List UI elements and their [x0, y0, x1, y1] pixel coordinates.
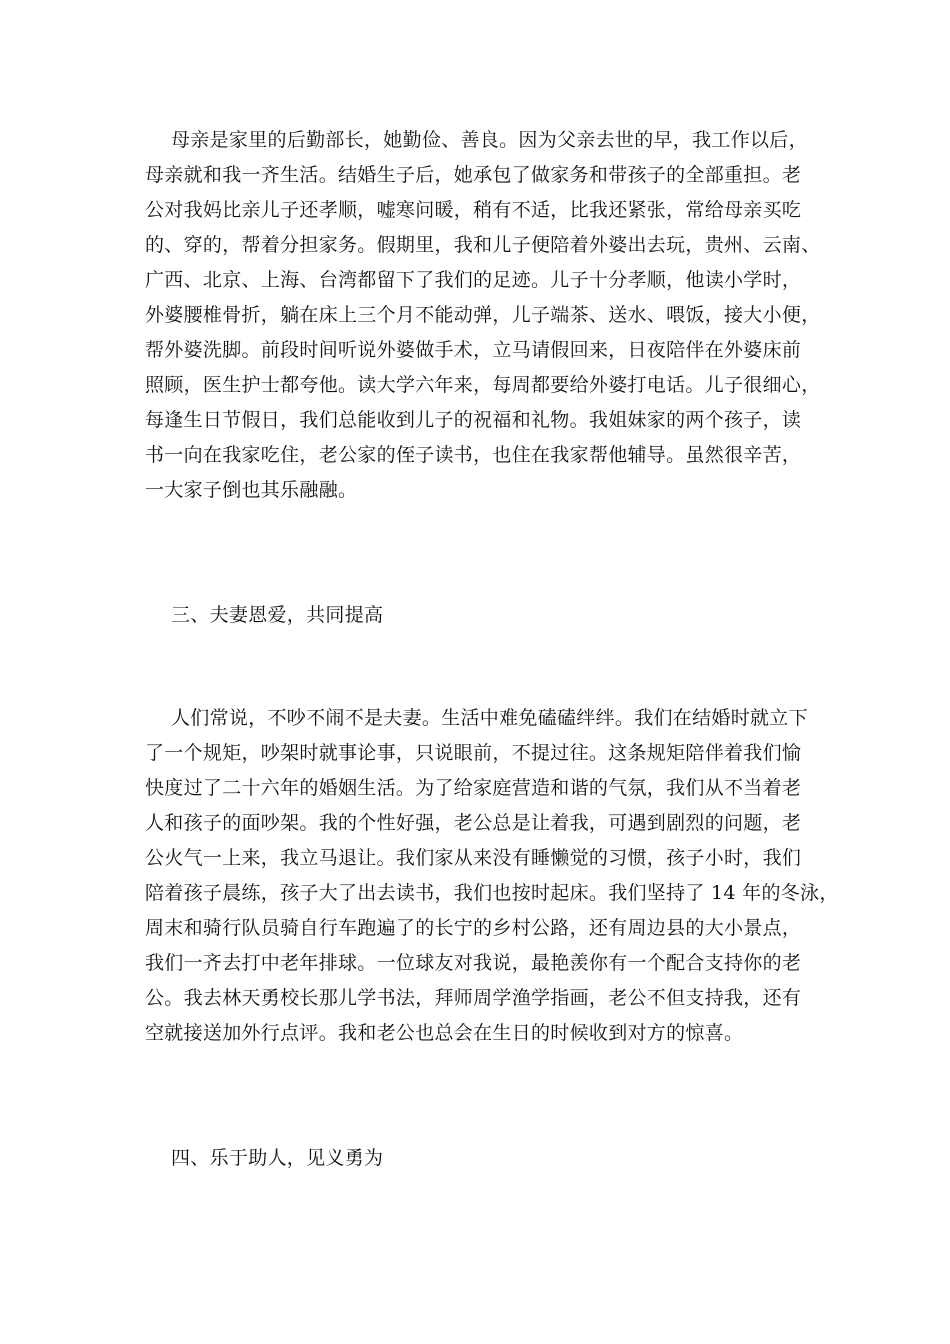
- paragraph2-line-7: 周末和骑行队员骑自行车跑遍了的长宁的乡村公路，还有周边县的大小景点，: [145, 917, 802, 939]
- paragraph1-line-3: 公对我妈比亲儿子还孝顺，嘘寒问暖，稍有不适，比我还紧张，常给母亲买吃: [145, 199, 802, 221]
- paragraph2-line-2: 了一个规矩，吵架时就事论事，只说眼前，不提过往。这条规矩陪伴着我们愉: [145, 742, 802, 764]
- paragraph1-line-4: 的、穿的，帮着分担家务。假期里，我和儿子便陪着外婆出去玩，贵州、云南、: [145, 234, 821, 256]
- section-heading-4: 四、乐于助人，见义勇为: [171, 1147, 384, 1169]
- paragraph2-line-4: 人和孩子的面吵架。我的个性好强，老公总是让着我，可遇到剧烈的问题，老: [145, 812, 802, 834]
- paragraph1-line-1: 母亲是家里的后勤部长，她勤俭、善良。因为父亲去世的早，我工作以后，: [171, 129, 808, 151]
- paragraph1-line-5: 广西、北京、上海、台湾都留下了我们的足迹。儿子十分孝顺，他读小学时，: [145, 269, 802, 291]
- paragraph1-line-8: 照顾，医生护士都夸他。读大学六年来，每周都要给外婆打电话。儿子很细心，: [145, 374, 821, 396]
- section-heading-3: 三、夫妻恩爱，共同提高: [171, 604, 384, 626]
- paragraph1-line-6: 外婆腰椎骨折，躺在床上三个月不能动弹，儿子端茶、送水、喂饭，接大小便，: [145, 304, 821, 326]
- paragraph2-line-1: 人们常说，不吵不闹不是夫妻。生活中难免磕磕绊绊。我们在结婚时就立下: [171, 707, 808, 729]
- paragraph2-line-9: 公。我去林天勇校长那儿学书法，拜师周学渔学指画，老公不但支持我，还有: [145, 987, 802, 1009]
- paragraph1-line-7: 帮外婆洗脚。前段时间听说外婆做手术，立马请假回来，日夜陪伴在外婆床前: [145, 339, 802, 361]
- paragraph2-line-5: 公火气一上来，我立马退让。我们家从来没有睡懒觉的习惯，孩子小时，我们: [145, 847, 802, 869]
- paragraph1-line-9: 每逢生日节假日，我们总能收到儿子的祝福和礼物。我姐妹家的两个孩子，读: [145, 409, 802, 431]
- paragraph1-line-11: 一大家子倒也其乐融融。: [145, 479, 358, 501]
- paragraph2-line-10: 空就接送加外行点评。我和老公也总会在生日的时候收到对方的惊喜。: [145, 1022, 744, 1044]
- paragraph2-line-3: 快度过了二十六年的婚姻生活。为了给家庭营造和谐的气氛，我们从不当着老: [145, 777, 802, 799]
- paragraph2-line-8: 我们一齐去打中老年排球。一位球友对我说，最艳羡你有一个配合支持你的老: [145, 952, 802, 974]
- paragraph1-line-2: 母亲就和我一齐生活。结婚生子后，她承包了做家务和带孩子的全部重担。老: [145, 164, 802, 186]
- paragraph2-line-6: 陪着孩子晨练，孩子大了出去读书，我们也按时起床。我们坚持了 14 年的冬泳，: [145, 882, 839, 904]
- paragraph1-line-10: 书一向在我家吃住，老公家的侄子读书，也住在我家帮他辅导。虽然很辛苦，: [145, 444, 802, 466]
